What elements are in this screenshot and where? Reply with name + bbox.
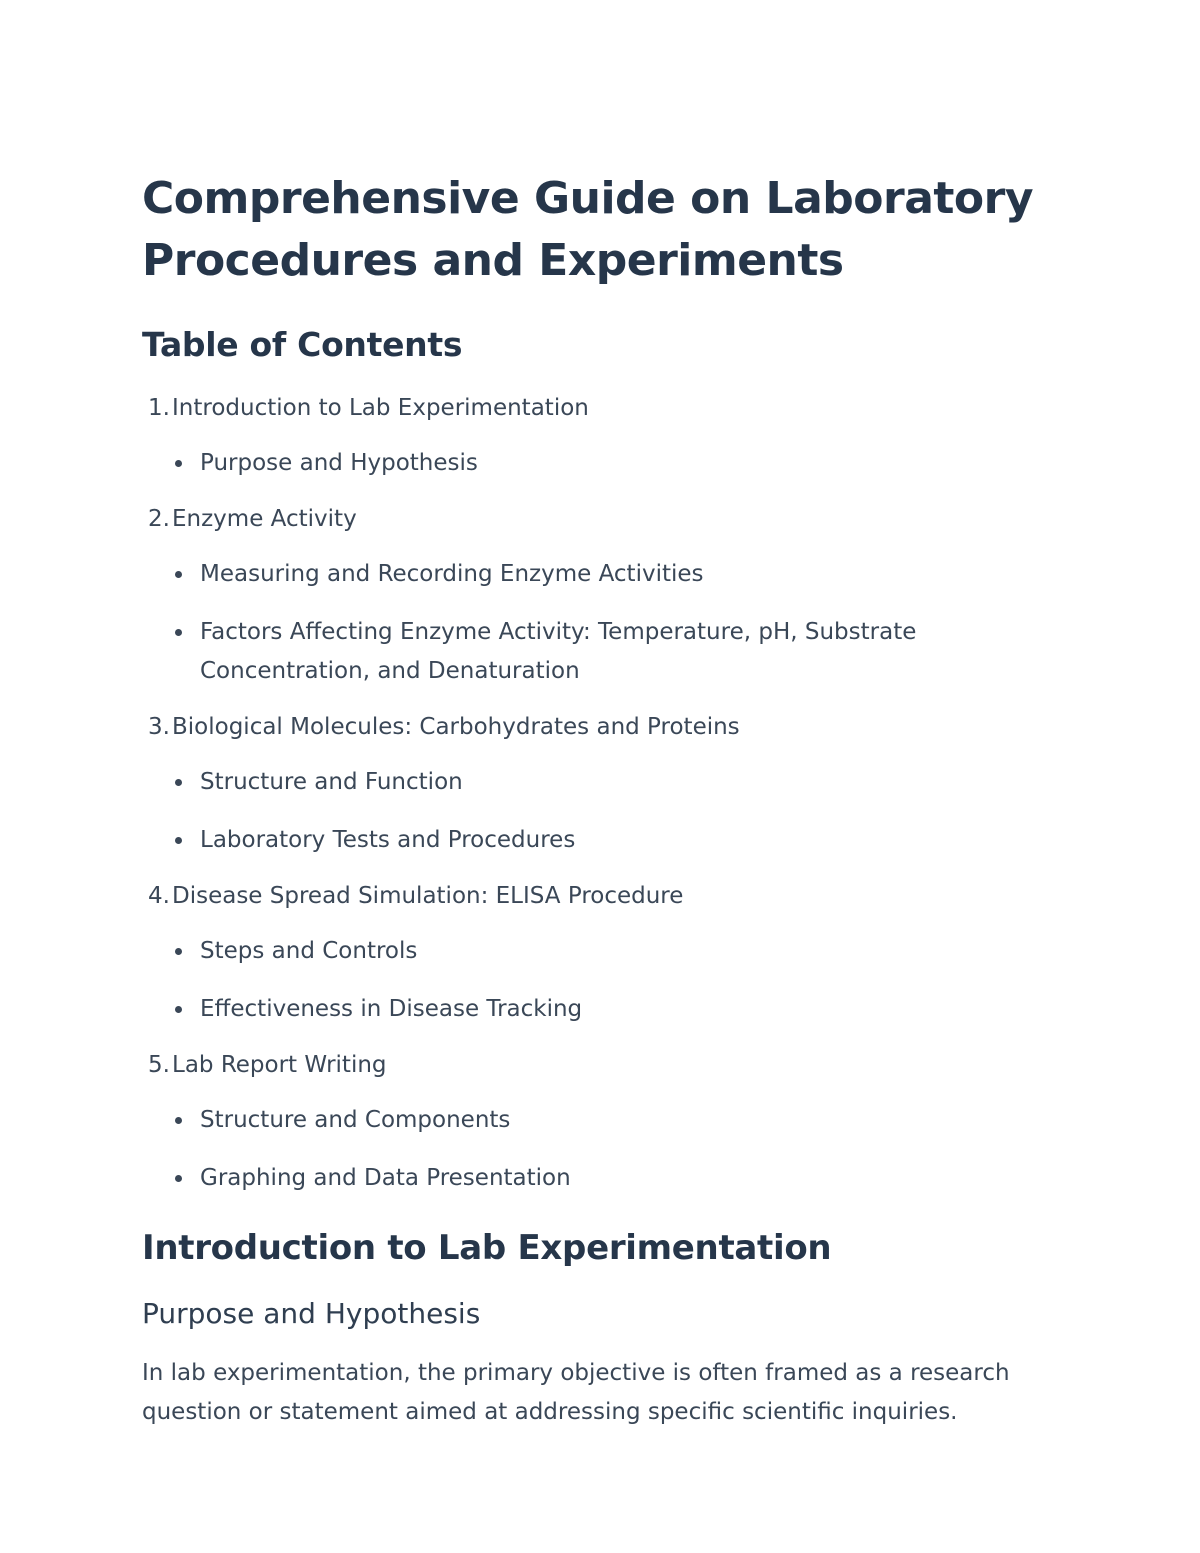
toc-number: 1.	[148, 395, 170, 421]
bullet-icon	[142, 555, 200, 594]
toc-subitem	[142, 821, 1082, 860]
toc-label: Introduction to Lab Experimentation	[172, 395, 589, 421]
toc-subitem-label: Factors Affecting Enzyme Activity: Temperature, pH, Substrate Concentration, and Denaturation	[200, 619, 917, 684]
toc-label: Disease Spread Simulation: ELISA Procedure	[172, 883, 684, 909]
toc-number: 3.	[148, 714, 170, 740]
toc-sublist	[142, 555, 1082, 691]
subsection-heading: Purpose and Hypothesis	[142, 1297, 481, 1330]
bullet-icon	[142, 990, 200, 1029]
toc-subitem	[142, 555, 1082, 594]
toc-item	[142, 391, 1082, 483]
toc-subitem	[142, 990, 1082, 1029]
bullet-icon	[142, 1159, 200, 1198]
toc-label: Biological Molecules: Carbohydrates and Proteins	[172, 714, 740, 740]
toc-sublist	[142, 932, 1082, 1029]
body-paragraph: In lab experimentation, the primary objective is often framed as a research question or statement aimed at addressing specific scientific inquiries.	[142, 1360, 1010, 1425]
bullet-icon	[142, 1101, 200, 1140]
bullet-icon	[142, 613, 200, 691]
toc-item	[142, 502, 1082, 691]
toc-subitem-label: Effectiveness in Disease Tracking	[200, 996, 583, 1022]
toc-item	[142, 1048, 1082, 1198]
toc-number: 4.	[148, 883, 170, 909]
toc-entry	[142, 1048, 1082, 1082]
toc-subitem-label: Structure and Components	[200, 1107, 511, 1133]
toc-item	[142, 879, 1082, 1029]
toc-subitem-label: Steps and Controls	[200, 938, 418, 964]
bullet-icon	[142, 932, 200, 971]
toc-number: 2.	[148, 506, 170, 532]
toc-subitem	[142, 1101, 1082, 1140]
toc-item	[142, 710, 1082, 860]
toc-entry	[142, 502, 1082, 536]
bullet-icon	[142, 763, 200, 802]
toc-subitem-label: Laboratory Tests and Procedures	[200, 827, 576, 853]
table-of-contents	[142, 391, 1082, 1198]
bullet-icon	[142, 821, 200, 860]
toc-subitem	[142, 1159, 1082, 1198]
toc-heading: Table of Contents	[142, 325, 463, 364]
toc-entry	[142, 879, 1082, 913]
toc-sublist	[142, 444, 1082, 483]
document-page	[142, 168, 1082, 1432]
toc-subitem	[142, 763, 1082, 802]
toc-sublist	[142, 763, 1082, 860]
bullet-icon	[142, 444, 200, 483]
toc-subitem-label: Graphing and Data Presentation	[200, 1165, 571, 1191]
toc-subitem-label: Measuring and Recording Enzyme Activities	[200, 561, 704, 587]
toc-subitem-label: Structure and Function	[200, 769, 463, 795]
toc-subitem	[142, 613, 1082, 691]
toc-sublist	[142, 1101, 1082, 1198]
toc-label: Lab Report Writing	[172, 1052, 387, 1078]
document-title: Comprehensive Guide on Laboratory Procedures and Experiments	[142, 173, 1034, 286]
toc-subitem	[142, 444, 1082, 483]
toc-entry	[142, 391, 1082, 425]
toc-label: Enzyme Activity	[172, 506, 357, 532]
toc-number: 5.	[148, 1052, 170, 1078]
section-heading: Introduction to Lab Experimentation	[142, 1228, 832, 1268]
toc-subitem-label: Purpose and Hypothesis	[200, 450, 478, 476]
toc-subitem	[142, 932, 1082, 971]
toc-entry	[142, 710, 1082, 744]
